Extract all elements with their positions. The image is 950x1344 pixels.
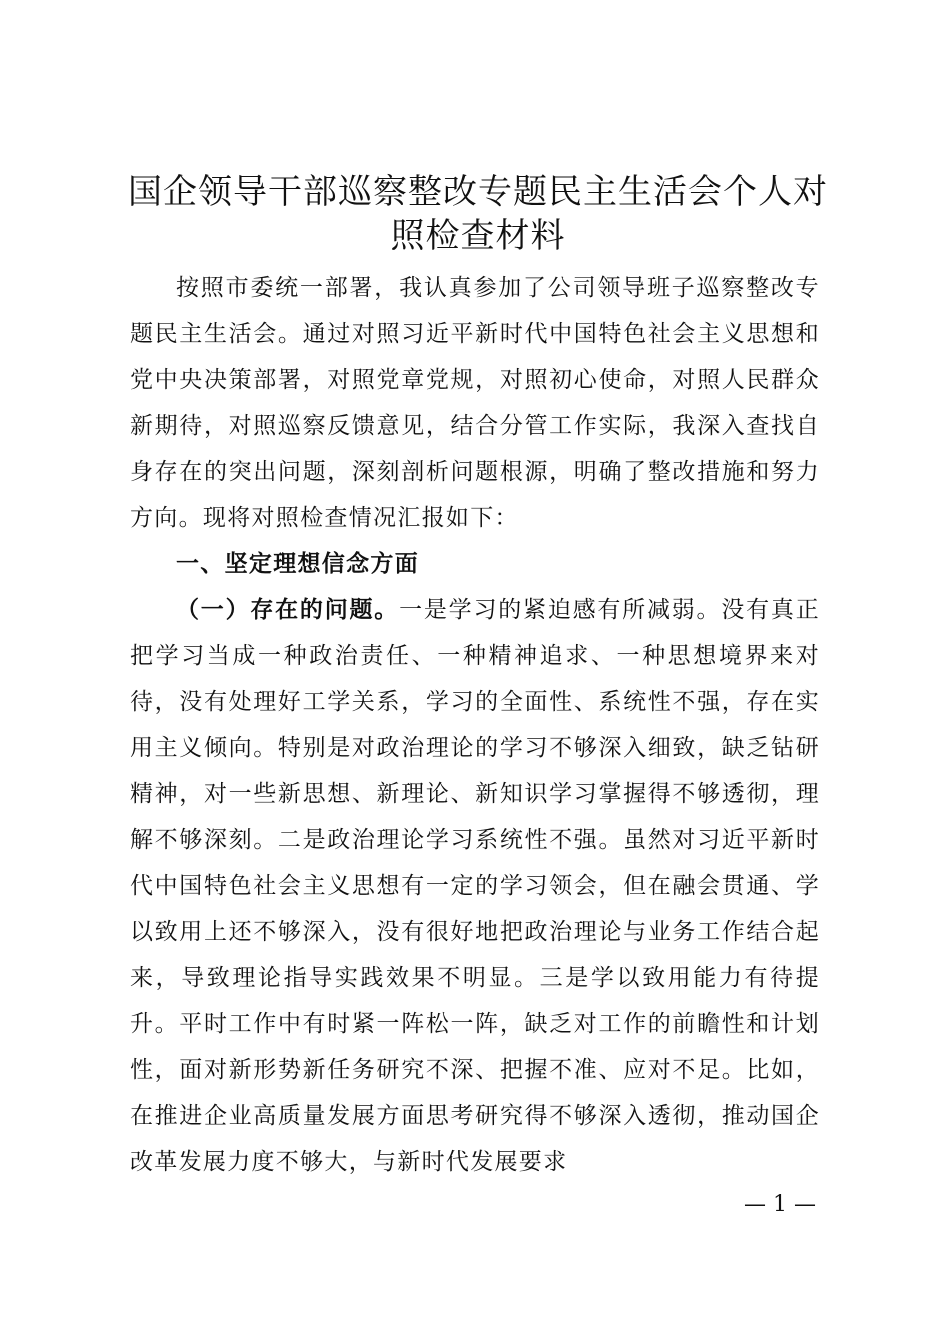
subsection-heading: （一）存在的问题。: [176, 597, 400, 623]
document-body: [130, 265, 820, 1185]
document-title: 国企领导干部巡察整改专题民主生活会个人对照检查材料: [128, 172, 828, 256]
subsection-text: 一是学习的紧迫感有所减弱。没有真正把学习当成一种政治责任、一种精神追求、一种思想境界来对待，没有处理好工学关系，学习的全面性、系统性不强，存在实用主义倾向。特别是对政治理论的学习不够深入细致，缺乏钻研精神，对一些新思想、新理论、新知识学习掌握得不够透彻，理解不够深刻。二是政治理论学习系统性不强。虽然对习近平新时代中国特色社会主义思想有一定的学习领会，但在融会贯通、学以致用上还不够深入，没有很好地把政治理论与业务工作结合起来，导致理论指导实践效果不明显。三是学以致用能力有待提升。平时工作中有时紧一阵松一阵，缺乏对工作的前瞻性和计划性，面对新形势新任务研究不深、把握不准、应对不足。比如，在推进企业高质量发展方面思考研究得不够深入透彻，推动国企改革发展力度不够大，与新时代发展要求: [130, 597, 820, 1175]
subsection-paragraph: [130, 587, 820, 1185]
page-number: — 1 —: [744, 1192, 816, 1217]
intro-paragraph: 按照市委统一部署，我认真参加了公司领导班子巡察整改专题民主生活会。通过对照习近平新时代中国特色社会主义思想和党中央决策部署，对照党章党规，对照初心使命，对照人民群众新期待，对照巡察反馈意见，结合分管工作实际，我深入查找自身存在的突出问题，深刻剖析问题根源，明确了整改措施和努力方向。现将对照检查情况汇报如下：: [130, 275, 820, 531]
section-heading: 一、坚定理想信念方面: [176, 551, 419, 577]
